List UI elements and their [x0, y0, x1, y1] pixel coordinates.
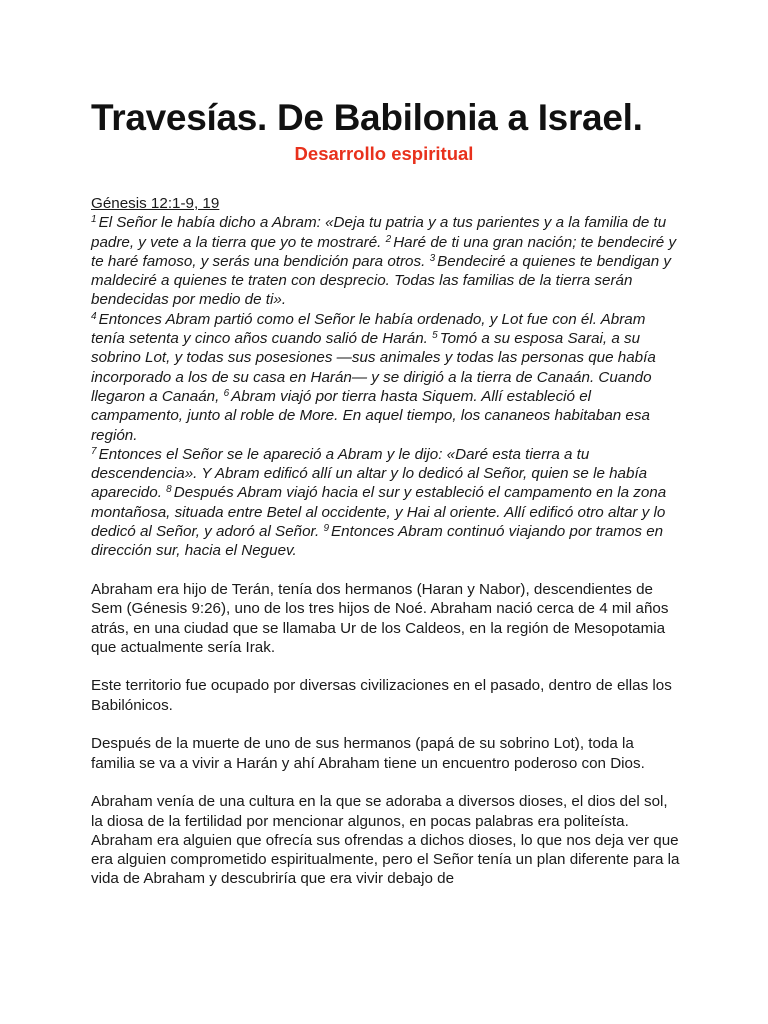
verse-text: Haré de ti una gran nación; te bendeciré y te haré famoso, y serás una bendición para otros.	[91, 233, 677, 270]
reference-text: Génesis 12:1-9, 19	[91, 195, 220, 212]
document-body	[91, 194, 681, 889]
verse-text: Después Abram viajó hacia el sur y estableció el campamento en la zona montañosa, situada entre Betel al occidente, y Hai al oriente. Allí edificó otro altar y lo dedicó al Señor, y adoró al Señor.	[91, 484, 667, 541]
body-paragraph: Abraham era hijo de Terán, tenía dos hermanos (Haran y Nabor), descendientes de Sem (Génesis 9:26), uno de los tres hijos de Noé. Abraham nació cerca de 4 mil años atrás, en una ciudad que se llamaba Ur de los Caldeos, en la región de Mesopotamia que actualmente sería Irak.	[91, 580, 669, 656]
verse-number: 6	[223, 387, 230, 399]
verse-number: 8	[166, 484, 172, 496]
verse-text: Bendeciré a quienes te bendigan y maldeciré a quienes te traten con desprecio. Todas las familias de la tierra serán bendecidas por medio de ti».	[91, 252, 672, 309]
verse-number: 7	[91, 445, 97, 457]
verse-number: 3	[429, 252, 436, 264]
scripture-reference	[91, 194, 681, 213]
verse-number: 1	[91, 214, 97, 226]
verse-text: Tomó a su esposa Sarai, a su sobrino Lot, y todas sus posesiones —sus animales y todas las personas que había incorporado a los de su casa en Harán— y se dirigió a la tierra de Canaán. Cuando llegaron a Canaán,	[91, 330, 656, 405]
verse-number: 4	[91, 310, 97, 322]
page-title: Travesías. De Babilonia a Israel.	[91, 97, 643, 138]
verse-number: 9	[323, 523, 330, 535]
verse-number: 2	[385, 233, 392, 245]
body-paragraph: Este territorio fue ocupado por diversas civilizaciones en el pasado, dentro de ellas los Babilónicos.	[91, 677, 672, 714]
page-subtitle: Desarrollo espiritual	[294, 143, 474, 164]
scripture-passage	[91, 213, 681, 560]
body-paragraph: Abraham venía de una cultura en la que se adoraba a diversos dioses, el dios del sol, la diosa de la fertilidad por mencionar algunos, en pocas palabras era politeísta. Abraham era alguien que ofrecía sus ofrendas a dichos dioses, lo que nos deja ver que era alguien comprometido espiritualmente, pero el Señor tenía un plan diferente para la vida de Abraham y descubriría que era vivir debajo de	[91, 793, 680, 888]
verse-text: Abram viajó por tierra hasta Siquem. Allí estableció el campamento, junto al roble de More. En aquel tiempo, los cananeos habitaban esa región.	[91, 387, 650, 444]
verse-number: 5	[432, 330, 438, 342]
verse-text: El Señor le había dicho a Abram: «Deja tu patria y a tus parientes y a la familia de tu padre, y vete a la tierra que yo te mostraré.	[91, 214, 667, 251]
body-paragraph: Después de la muerte de uno de sus hermanos (papá de su sobrino Lot), toda la familia se va a vivir a Harán y ahí Abraham tiene un encuentro poderoso con Dios.	[91, 735, 645, 772]
verse-text: Entonces el Señor se le apareció a Abram y le dijo: «Daré esta tierra a tu descendencia». Y Abram edificó allí un altar y lo dedicó al Señor, quien se le había aparecido.	[91, 445, 648, 502]
verse-text: Entonces Abram partió como el Señor le había ordenado, y Lot fue con él. Abram tenía setenta y cinco años cuando salió de Harán.	[91, 310, 646, 348]
verse-text: Entonces Abram continuó viajando por tramos en dirección sur, hacia el Neguev.	[91, 523, 664, 560]
